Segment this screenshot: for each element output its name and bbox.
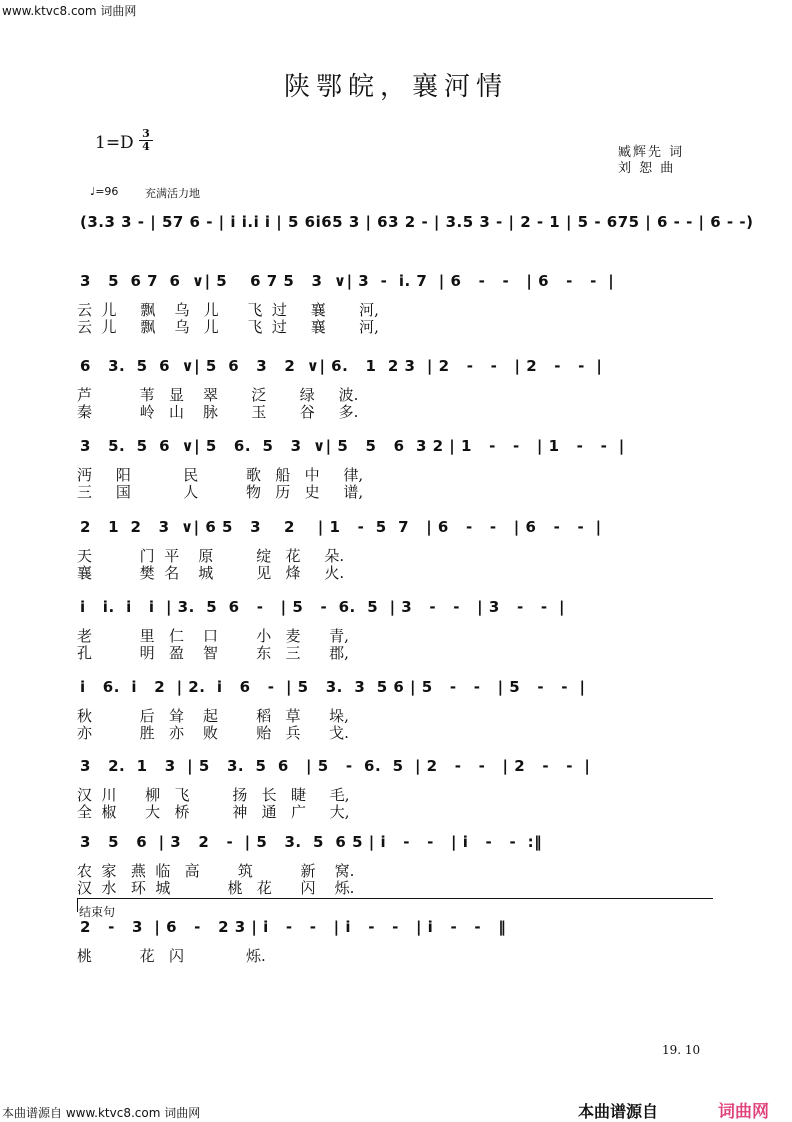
lyric-line: 汉 水 环 城 桃 花 闪 烁. xyxy=(77,879,355,897)
lyric-line: 亦 胜 亦 败 贻 兵 戈. xyxy=(77,724,349,742)
lyric-line: 天 门 平 原 绽 花 朵. xyxy=(77,547,345,565)
lyric-line: 芦 苇 显 翠 泛 绿 波. xyxy=(77,386,359,404)
lyric-line: 桃 花 闪 烁. xyxy=(77,947,266,965)
system-notes: 2 1 2 3 ∨| 6 5 3 2 | 1 - 5 7 | 6 - - | 6 - - | xyxy=(80,518,602,536)
intro-notes: (3.3 3 - | 57 6 - | i i.i i | 5 6i65 3 | 63 2 - | 3.5 3 - | 2 - 1 | 5 - 675 | 6 - - | 6 - -) xyxy=(80,213,754,231)
system-notes: i 6. i 2 | 2. i 6 - | 5 3. 3 5 6 | 5 - - | 5 - - | xyxy=(80,678,586,696)
key-signature: 1=D xyxy=(95,133,134,153)
meter-denominator: 4 xyxy=(142,140,150,153)
lyric-line: 全 椒 大 桥 神 通 广 大, xyxy=(77,803,350,821)
ending-bracket xyxy=(77,898,713,899)
tempo-mark: ♩=96 xyxy=(90,185,119,198)
lyric-line: 农 家 燕 临 高 筑 新 窝. xyxy=(77,862,355,880)
watermark-bottom-right: 本曲谱源自 xyxy=(578,1102,659,1121)
system-notes: 3 5 6 | 3 2 - | 5 3. 5 6 5 | i - - | i - - :‖ xyxy=(80,833,543,851)
meter-numerator: 3 xyxy=(139,128,153,141)
watermark-top: www.ktvc8.com 词曲网 xyxy=(2,4,137,18)
watermark-bottom-left: 本曲谱源自 www.ktvc8.com 词曲网 xyxy=(2,1106,201,1120)
lyric-line: 秋 后 耸 起 稻 草 垛, xyxy=(77,707,349,725)
system-notes: i i. i i | 3. 5 6 - | 5 - 6. 5 | 3 - - | 3 - - | xyxy=(80,598,566,616)
lyric-line: 汉 川 柳 飞 扬 长 睫 毛, xyxy=(77,786,350,804)
system-notes: 2 - 3 | 6 - 2 3 | i - - | i - - | i - - ‖ xyxy=(80,918,507,936)
time-signature xyxy=(139,128,153,153)
lyric-line: 云 儿 飘 乌 儿 飞 过 襄 河, xyxy=(77,301,379,319)
lyric-line: 云 儿 飘 乌 儿 飞 过 襄 河, xyxy=(77,318,379,336)
song-title: 陕鄂皖，襄河情 xyxy=(283,72,508,102)
system-notes: 3 5. 5 6 ∨| 5 6. 5 3 ∨| 5 5 6 3 2 | 1 - - | 1 - - | xyxy=(80,437,625,455)
system-notes: 3 5 6 7 6 ∨| 5 6 7 5 3 ∨| 3 - i. 7 | 6 - - | 6 - - | xyxy=(80,272,615,290)
ending-bracket-edge xyxy=(77,898,78,912)
lyric-line: 三 国 人 物 历 史 谱, xyxy=(77,483,364,501)
system-notes: 3 2. 1 3 | 5 3. 5 6 | 5 - 6. 5 | 2 - - | 2 - - | xyxy=(80,757,591,775)
lyric-line: 秦 岭 山 脉 玉 谷 多. xyxy=(77,403,359,421)
expression-mark: 充满活力地 xyxy=(145,187,200,200)
lyric-line: 沔 阳 民 歌 船 中 律, xyxy=(77,466,364,484)
ending-label: 结束句 xyxy=(79,905,116,919)
lyric-line: 老 里 仁 口 小 麦 青, xyxy=(77,627,349,645)
date-mark: 19. 10 xyxy=(662,1043,701,1057)
lyricist-credit: 臧辉先 词 xyxy=(618,145,685,160)
composer-credit: 刘 恕 曲 xyxy=(618,161,676,176)
lyric-line: 孔 明 盈 智 东 三 郡, xyxy=(77,644,349,662)
lyric-line: 襄 樊 名 城 见 烽 火. xyxy=(77,564,345,582)
site-logo: 词曲网 xyxy=(718,1102,769,1122)
system-notes: 6 3. 5 6 ∨| 5 6 3 2 ∨| 6. 1 2 3 | 2 - - | 2 - - | xyxy=(80,357,603,375)
